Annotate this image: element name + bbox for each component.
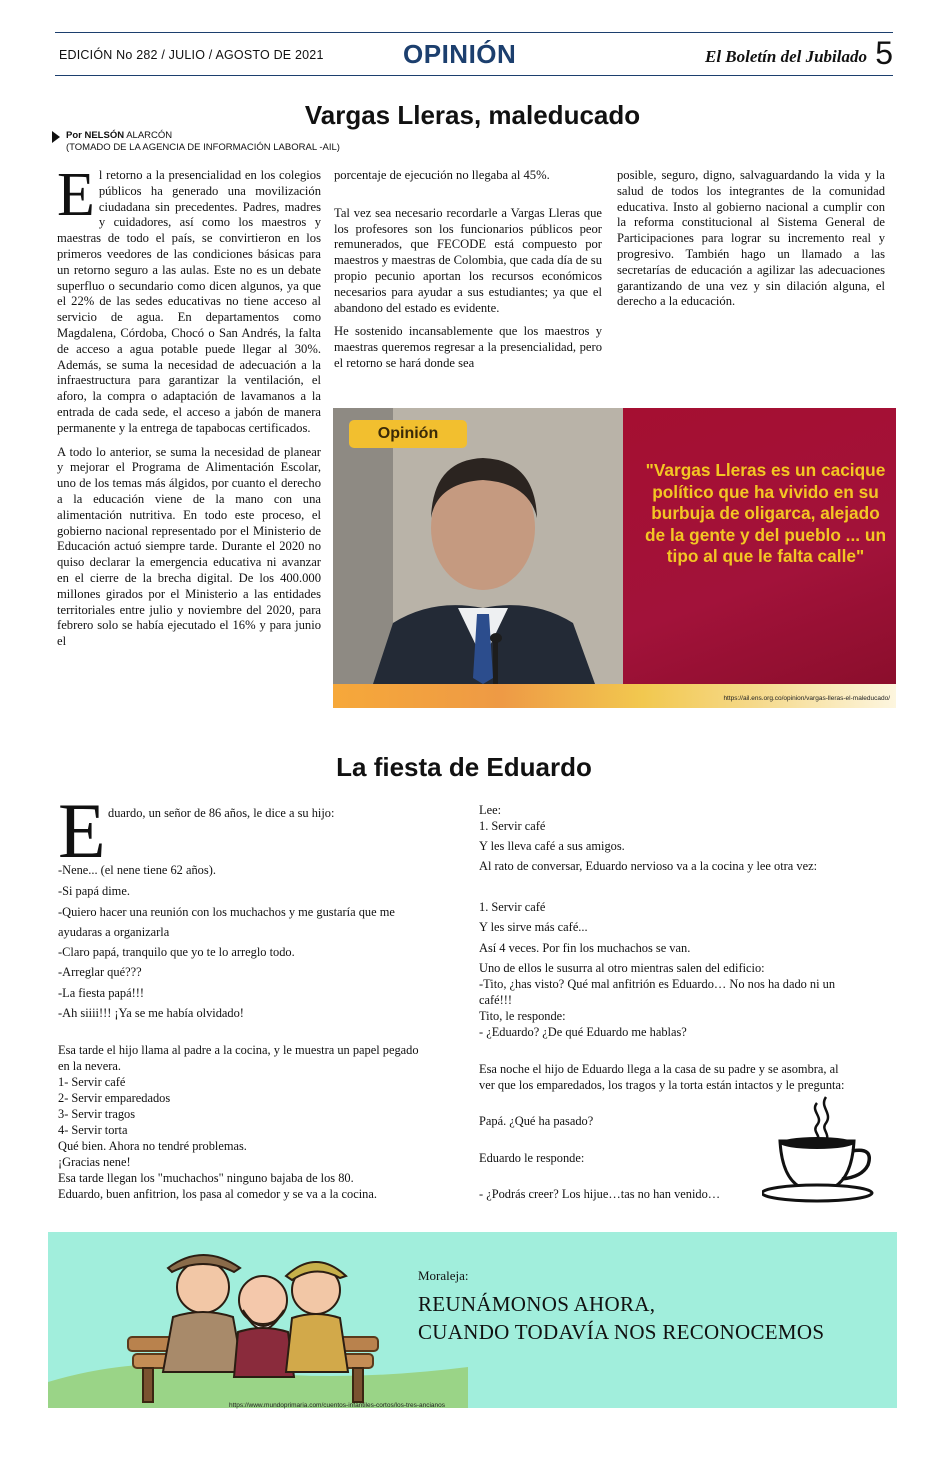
byline-prefix: Por [66,130,82,141]
moral-label: Moraleja: [418,1268,469,1283]
story-line: -Tito, ¿has visto? Qué mal anfitrión es Eduardo… No nos ha dado ni un [479,977,836,991]
story-line: Esa tarde llegan los "muchachos" ninguno bajaba de los 80. [58,1171,354,1185]
story-line: Tito, le responde: [479,1009,566,1023]
article-source: (TOMADO DE LA AGENCIA DE INFORMACIÓN LABORAL -AIL) [66,142,340,153]
article-column-1 [57,161,321,658]
story-line: -Arreglar qué??? [58,965,142,979]
story-line: duardo, un señor de 86 años, le dice a su hijo: [108,806,335,820]
story-line: Esa tarde el hijo llama al padre a la cocina, y le muestra un papel pegado [58,1043,419,1057]
story-line: Al rato de conversar, Eduardo nervioso va a la cocina y lee otra vez: [479,859,818,873]
story-line: Y les lleva café a sus amigos. [479,839,625,853]
article-photo [333,408,896,708]
moral-line: REUNÁMONOS AHORA, [418,1292,656,1316]
moral-line: CUANDO TODAVÍA NOS RECONOCEMOS [418,1320,825,1344]
illustration-source-url: https://www.mundoprimaria.com/cuentos-infantiles-cortos/los-tres-ancianos [229,1402,446,1409]
paragraph: Tal vez sea necesario recordarle a Vargas Lleras que los profesores son los funcionarios públicos peor remunerados, que FECODE está compuesto por maestros y maestras de Colombia, que cada día de su propio pecunio aportan los recursos económicos necesarios para ayudar a sus estudiantes; ya que el abandono del estado es evidente. [334,205,602,315]
story-line: ayudaras a organizarla [58,925,170,939]
story-line: 4- Servir torta [58,1123,128,1137]
story-line: -Si papá dime. [58,884,130,898]
story-line: Papá. ¿Qué ha pasado? [479,1114,594,1128]
story-line: Qué bien. Ahora no tendré problemas. [58,1139,247,1153]
paragraph: posible, seguro, digno, salvaguardando la vida y la salud de todos los integrantes de la comunidad educativa. Insto al gobierno nacional a cumplir con la reforma constitucional al Sistema General de Participaciones para lograr su incremento real y progresivo. También hago un llamado a las secretarías de educación a agilizar las adecuaciones garantizando de una vez y sin dilación alguna, el derecho a la educación. [617,168,885,309]
article-title: Vargas Lleras, maleducado [304,100,641,130]
story-line: café!!! [479,993,513,1007]
story-line: 1. Servir café [479,900,546,914]
photo-source-url: https://ail.ens.org.co/opinion/vargas-lleras-el-maleducado/ [723,695,890,702]
opinion-tag: Opinión [349,420,467,448]
story-title: La fiesta de Eduardo [336,752,592,782]
three-elders-illustration [48,1232,468,1408]
page-number: 5 [875,35,893,71]
story-line: Eduardo, buen anfitrion, los pasa al comedor y se va a la cocina. [58,1187,377,1201]
author-first: NELSÓN [84,130,125,141]
story-line: - ¿Eduardo? ¿De qué Eduardo me hablas? [479,1025,687,1039]
paragraph: porcentaje de ejecución no llegaba al 45%. [334,168,550,182]
story-line: Esa noche el hijo de Eduardo llega a la casa de su padre y se asombra, al [479,1062,839,1076]
story-line: Y les sirve más café... [479,920,588,934]
byline [52,130,340,154]
article-column-2 [334,168,602,380]
story-line: -Ah siiii!!! ¡Ya se me había olvidado! [58,1006,244,1020]
coffee-cup-icon [762,1095,888,1205]
page-header [55,32,893,76]
story-line: -Quiero hacer una reunión con los muchachos y me gustaría que me [58,905,395,919]
paragraph: He sostenido incansablemente que los maestros y maestras queremos regresar a la presencialidad, pero el retorno se hará donde sea [334,324,602,370]
story-line: ¡Gracias nene! [58,1155,131,1169]
story-line: 3- Servir tragos [58,1107,136,1121]
paragraph: l retorno a la presencialidad en los colegios públicos ha generado una movilización ciudadana sin precedentes. Padres, madres y cuidadores, así como los maestros y maestras de todo el país, se convirtieron en los primeros veedores de las condiciones básicas para un retorno seguro a las aulas. Este no es un debate superfluo o secundario como dicen algunos, ya que el 22% de las sedes educativas no tiene acceso al servicio de agua. En departamentos como Magdalena, Córdoba, Chocó o San Andrés, la falta de acceso a agua potable puede llegar al 30%. Además, se suma la necesidad de adecuación a la infraestructura para garantizar la ventilación, el aforo, la compra o adaptación de lavamanos a la entrada de cada sede, el acceso a jabón de manera permanente y la entrega de tapabocas certificados. [57,168,321,435]
edition-info: EDICIÓN No 282 / JULIO / AGOSTO DE 2021 [59,48,324,62]
story-line: Uno de ellos le susurra al otro mientras salen del edificio: [479,961,765,975]
story-line: en la nevera. [58,1059,121,1073]
section-title: OPINIÓN [403,39,517,69]
story-line: 2- Servir emparedados [58,1091,171,1105]
story-line: ver que los emparedados, los tragos y la torta están intactos y le pregunta: [479,1078,845,1092]
article-column-3 [617,168,885,318]
story-line: Lee: [479,803,502,817]
story-line: -Nene... (el nene tiene 62 años). [58,863,216,877]
byline-arrow-icon [52,131,60,143]
moral-text [418,1290,824,1346]
drop-cap: E [57,161,95,229]
story-line: -La fiesta papá!!! [58,986,144,1000]
story-line: 1- Servir café [58,1075,126,1089]
drop-cap: E [58,787,106,874]
moral-banner [48,1232,897,1408]
paragraph: A todo lo anterior, se suma la necesidad de planear y mejorar el Programa de Alimentación Escolar, uno de los temas más álgidos, por cuanto el derecho a la educación viene de la mano con una alimentación nutritiva. En todo este proceso, el gobierno nacional representado por el Ministerio de Educación actuó siempre tarde. Durante el 2020 no quiso declarar la emergencia educativa ni avanzar en el cierre de la brecha digital. De los 400.000 millones girados por el Ministerio a las entidades territoriales entre julio y noviembre del 2020, para febrero solo se había ejecutado el 16% y para junio el [57,444,321,649]
story-line: - ¿Podrás creer? Los hijue…tas no han venido… [479,1187,721,1201]
pull-quote: "Vargas Lleras es un cacique político que ha vivido en su burbuja de oligarca, alejado de la gente y del pueblo ... un tipo al que le falta calle" [644,460,886,566]
newspaper-name: El Boletín del Jubilado [705,47,867,66]
story-line: Eduardo le responde: [479,1151,585,1165]
story-line: Así 4 veces. Por fin los muchachos se van. [479,941,691,955]
author-last: ALARCÓN [126,130,173,141]
story-line: 1. Servir café [479,819,546,833]
story-line: -Claro papá, tranquilo que yo te lo arreglo todo. [58,945,295,959]
